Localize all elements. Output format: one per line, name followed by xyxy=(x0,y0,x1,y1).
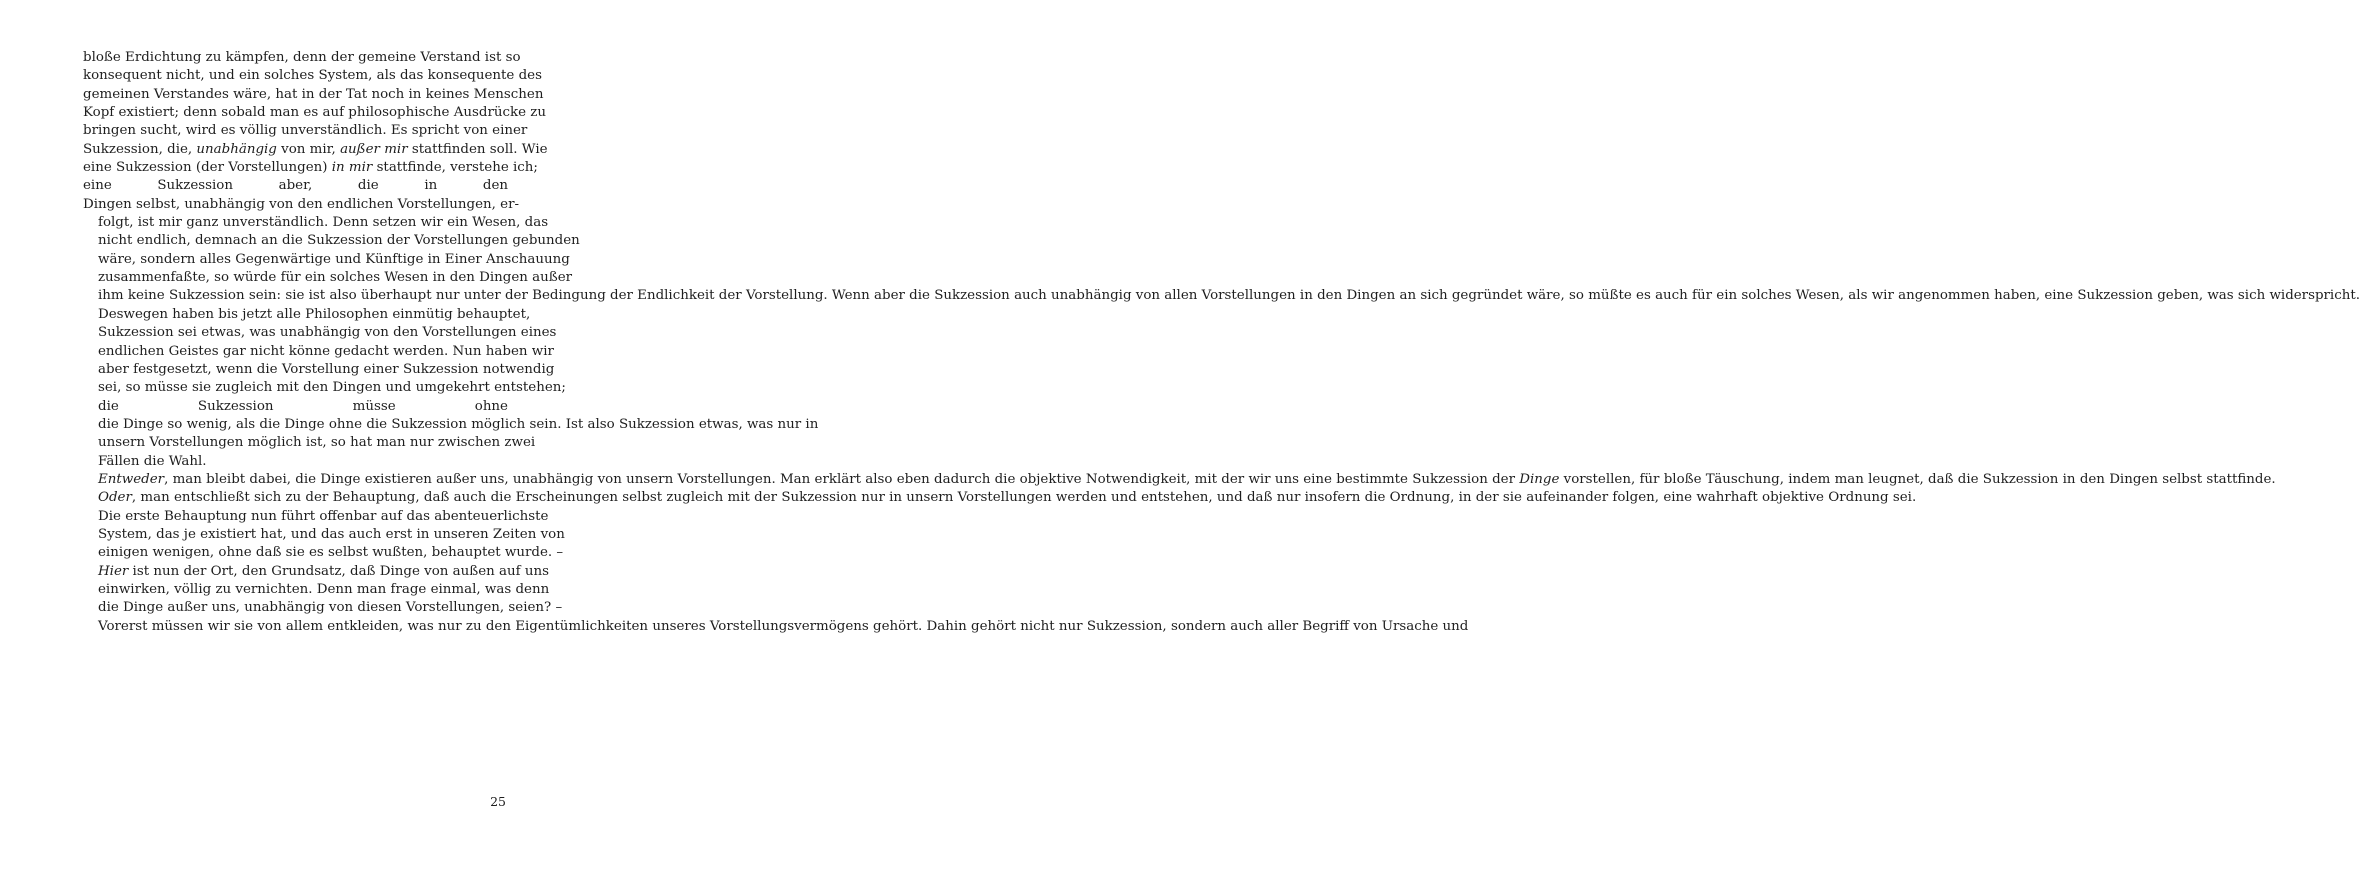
text-run: eine Sukzession aber, die in den xyxy=(83,178,508,194)
italic-run: Hier xyxy=(98,563,133,579)
text-line xyxy=(83,306,531,324)
text-run: die Dinge außer uns, unabhängig von diesen Vorstellungen, seien? – xyxy=(98,600,563,616)
text-run: stattfinde, verstehe ich; xyxy=(376,160,538,176)
text-line xyxy=(83,141,548,159)
text-run: stattfinden soll. Wie xyxy=(411,141,548,157)
text-run: von mir, xyxy=(281,141,341,157)
text-run: unsern Vorstellungen möglich ist, so hat man nur zwischen zwei xyxy=(98,435,536,451)
text-line xyxy=(83,398,508,416)
text-line xyxy=(83,343,554,361)
text-run: nicht endlich, demnach an die Sukzession der Vorstellungen gebunden xyxy=(98,233,580,249)
text-run: Fällen die Wahl. xyxy=(98,453,207,469)
text-line xyxy=(83,159,538,177)
text-run: gemeinen Verstandes wäre, hat in der Tat noch in keines Menschen xyxy=(83,86,544,102)
text-line xyxy=(83,526,565,544)
text-line xyxy=(83,214,549,232)
text-line xyxy=(83,104,546,122)
text-run: Die erste Behauptung nun führt offenbar auf das abenteuerlichste xyxy=(98,508,549,524)
text-line xyxy=(83,122,528,140)
text-run: ist nun der Ort, den Grundsatz, daß Dinge von außen auf uns xyxy=(132,563,549,579)
italic-run: in mir xyxy=(331,160,377,176)
text-run: folgt, ist mir ganz unverständlich. Denn setzen wir ein Wesen, das xyxy=(98,215,549,231)
text-run: einwirken, völlig zu vernichten. Denn man frage einmal, was denn xyxy=(98,581,550,597)
text-run: Sukzession, die, xyxy=(83,141,197,157)
text-line xyxy=(83,581,550,599)
text-line xyxy=(83,49,521,67)
text-line xyxy=(83,251,570,269)
text-run: bringen sucht, wird es völlig unverständlich. Es spricht von einer xyxy=(83,123,528,139)
text-line xyxy=(83,361,555,379)
text-line xyxy=(83,67,542,85)
text-line xyxy=(83,287,2360,305)
text-line xyxy=(83,434,536,452)
text-run: , man entschließt sich zu der Behauptung, daß auch die Erscheinungen selbst zugleich mit der Sukzession nur in unsern Vorstellungen werden und entstehen, und daß nur insofern die Ordnung, in der sie aufeinander folgen, eine wahrhaft objektive Ordnung sei. xyxy=(131,490,1917,506)
page-number: 25 xyxy=(490,794,506,809)
text-run: , man bleibt dabei, die Dinge existieren außer uns, unabhängig von unsern Vorstellungen. Man erklärt also eben dadurch die objektive Notwendigkeit, mit der wir uns eine bestimmte Sukzession der xyxy=(164,471,1520,487)
text-line xyxy=(83,416,819,434)
text-run: wäre, sondern alles Gegenwärtige und Künftige in Einer Anschauung xyxy=(98,251,570,267)
text-run: eine Sukzession (der Vorstellungen) xyxy=(83,160,332,176)
text-line xyxy=(83,269,573,287)
text-line xyxy=(83,379,566,397)
text-line xyxy=(83,453,508,471)
text-run: Vorerst müssen wir sie von allem entkleiden, was nur zu den Eigentümlichkeiten unseres Vorstellungsvermögens gehört. Dahin gehört nicht nur Sukzession, sondern auch aller Begriff von Ursache und xyxy=(98,618,1469,634)
paragraph-6 xyxy=(83,508,1469,636)
text-run: einigen wenigen, ohne daß sie es selbst wußten, behauptet wurde. – xyxy=(98,545,564,561)
paragraph-3 xyxy=(83,306,819,471)
text-run: sei, so müsse sie zugleich mit den Dingen und umgekehrt entstehen; xyxy=(98,380,566,396)
text-run: zusammenfaßte, so würde für ein solches Wesen in den Dingen außer xyxy=(98,270,573,286)
text-line xyxy=(83,86,544,104)
text-run: die Dinge so wenig, als die Dinge ohne die Sukzession möglich sein. Ist also Sukzession etwas, was nur in xyxy=(98,416,819,432)
text-run: Deswegen haben bis jetzt alle Philosophen einmütig behauptet, xyxy=(98,306,531,322)
text-line xyxy=(83,544,564,562)
text-line xyxy=(83,599,563,617)
italic-run: Entweder xyxy=(98,471,165,487)
text-line xyxy=(83,324,557,342)
text-run: die Sukzession müsse ohne xyxy=(98,398,508,414)
italic-run: unabhängig xyxy=(196,141,282,157)
paragraph-5 xyxy=(83,489,1917,507)
text-run: aber festgesetzt, wenn die Vorstellung einer Sukzession notwendig xyxy=(98,361,555,377)
text-run: konsequent nicht, und ein solches System, als das konsequente des xyxy=(83,68,542,84)
text-line xyxy=(83,177,508,195)
text-run: Sukzession sei etwas, was unabhängig von den Vorstellungen eines xyxy=(98,325,557,341)
text-run: bloße Erdichtung zu kämpfen, denn der gemeine Verstand ist so xyxy=(83,50,521,65)
body-text xyxy=(83,49,2360,636)
text-line xyxy=(83,618,1469,636)
italic-run: Oder xyxy=(98,490,132,506)
italic-run: außer mir xyxy=(340,141,412,157)
text-line xyxy=(83,563,549,581)
paragraph-2 xyxy=(83,214,2360,306)
text-run: vorstellen, für bloße Täuschung, indem man leugnet, daß die Sukzession in den Dingen selbst stattfinde. xyxy=(1563,471,2276,487)
text-run: ihm keine Sukzession sein: sie ist also überhaupt nur unter der Bedingung der Endlichkeit der Vorstellung. Wenn aber die Sukzession auch unabhängig von allen Vorstellungen in den Dingen an sich gegründet wäre, so müßte es auch für ein solches Wesen, als wir angenommen haben, eine Sukzession geben, was sich widerspricht. xyxy=(98,288,2360,304)
text-line xyxy=(83,508,549,526)
text-run: endlichen Geistes gar nicht könne gedacht werden. Nun haben wir xyxy=(98,343,554,359)
text-line xyxy=(83,489,1917,507)
italic-run: Dinge xyxy=(1519,471,1564,487)
paragraph-1 xyxy=(83,49,548,214)
paragraph-4 xyxy=(83,471,2276,489)
text-line xyxy=(83,471,2276,489)
text-line xyxy=(83,196,520,214)
text-run: Kopf existiert; denn sobald man es auf philosophische Ausdrücke zu xyxy=(83,105,546,121)
text-run: Dingen selbst, unabhängig von den endlichen Vorstellungen, er- xyxy=(83,196,520,212)
text-line xyxy=(83,232,580,250)
text-run: System, das je existiert hat, und das auch erst in unseren Zeiten von xyxy=(98,526,565,542)
